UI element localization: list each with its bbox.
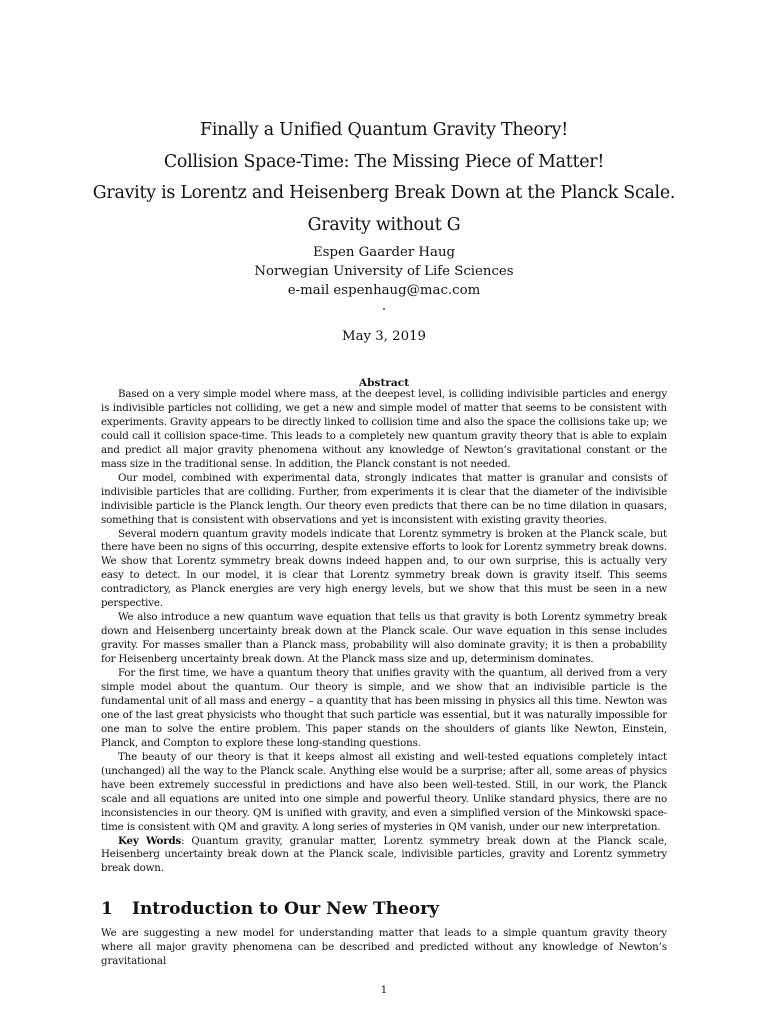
title-line-3: Gravity is Lorentz and Heisenberg Break Down at the Planck Scale.: [92, 183, 676, 203]
section-body: [101, 926, 667, 968]
author-block: [60, 243, 708, 313]
abstract-body: [101, 388, 667, 876]
section-heading: [101, 897, 667, 921]
abstract-heading: Abstract: [358, 377, 410, 389]
page-number: 1: [380, 984, 388, 996]
paper-title: [60, 115, 708, 241]
section-number: 1: [101, 899, 113, 919]
abstract-paragraph: Our model, combined with experimental data, strongly indicates that matter is granular and consists of indivisible particles that are colliding. Further, from experiments it is clear that the diameter of the indivisible indivisible particle is the Planck length. Our theory even predicts that there can be no time dilation in quasars, something that is consistent with observations and yet is inconsistent with existing gravity theories.: [101, 471, 667, 526]
title-line-2: Collision Space-Time: The Missing Piece of Matter!: [163, 151, 605, 172]
abstract-paragraph: Several modern quantum gravity models indicate that Lorentz symmetry is broken at the Planck scale, but there have been no signs of this occurring, despite extensive efforts to look for Lorentz symmetry break downs. We show that Lorentz symmetry break downs indeed happen and, to our own surprise, this is actually very easy to detect. In our model, it is clear that Lorentz symmetry break down is gravity itself. This seems contradictory, as Planck energies are very high energy levels, but we show that this must be seen in a new perspective.: [101, 527, 667, 610]
abstract-paragraph: Based on a very simple model where mass, at the deepest level, is colliding indivisible particles and energy is indivisible particles not colliding, we get a new and simple model of matter that seems to be consistent with experiments. Gravity appears to be directly linked to collision time and also the space the collisions take up; we could call it collision space-time. This leads to a completely new quantum gravity theory that is able to explain and predict all major gravity phenomena without any knowledge of Newton’s gravitational constant or the mass size in the traditional sense. In addition, the Planck constant is not needed.: [101, 388, 667, 470]
author-email: e-mail espenhaug@mac.com: [287, 283, 481, 299]
abstract-paragraph: We also introduce a new quantum wave equation that tells us that gravity is both Lorentz symmetry break down and Heisenberg uncertainty break down at the Planck scale. Our wave equation in this sense includes gravity. For masses smaller than a Planck mass, probability will also dominate gravity; it is then a probability for Heisenberg uncertainty break down. At the Planck mass size and up, determinism dominates.: [101, 611, 667, 666]
keywords: [101, 835, 667, 877]
keywords-label: Key Words: [118, 834, 182, 847]
section-title: Introduction to Our New Theory: [132, 899, 440, 919]
author-dot: .: [381, 298, 387, 314]
keywords-text: : Quantum gravity, granular matter, Lorentz symmetry break down at the Planck scale, Heisenberg uncertainty break down at the Planck scale, indivisible particles, gravity and Lorentz symmetry break down.: [101, 834, 667, 875]
title-line-4: Gravity without G: [307, 214, 461, 235]
section-paragraph: We are suggesting a new model for understanding matter that leads to a simple quantum gravity theory where all major gravity phenomena can be described and predicted without any knowledge of Newton’s gravitational: [101, 927, 667, 967]
abstract-paragraph: The beauty of our theory is that it keeps almost all existing and well-tested equations completely intact (unchanged) all the way to the Planck scale. Anything else would be a surprise; after all, some areas of physics have been extremely successful in predictions and have also been well-tested. Still, in our work, the Planck scale and all equations are united into one simple and powerful theory. Unlike standard physics, there are no inconsistencies in our theory. QM is unified with gravity, and even a simplified version of the Minkowski space-time is consistent with QM and gravity. A long series of mysteries in QM vanish, under our new interpretation.: [101, 750, 667, 833]
author-name: Espen Gaarder Haug: [312, 245, 456, 260]
paper-date: May 3, 2019: [341, 329, 427, 344]
author-affiliation: Norwegian University of Life Sciences: [254, 264, 514, 280]
title-line-1: Finally a Unified Quantum Gravity Theory!: [200, 120, 568, 140]
abstract-paragraph: For the first time, we have a quantum theory that unifies gravity with the quantum, all derived from a very simple model about the quantum. Our theory is simple, and we show that an indivisible particle is the fundamental unit of all mass and energy – a quantity that has been missing in physics all this time. Newton was one of the last great physicists who thought that such particle was essential, but it was naturally impossible for one man to solve the entire problem. This paper stands on the shoulders of giants like Newton, Einstein, Planck, and Compton to explore these long-standing questions.: [101, 667, 667, 749]
